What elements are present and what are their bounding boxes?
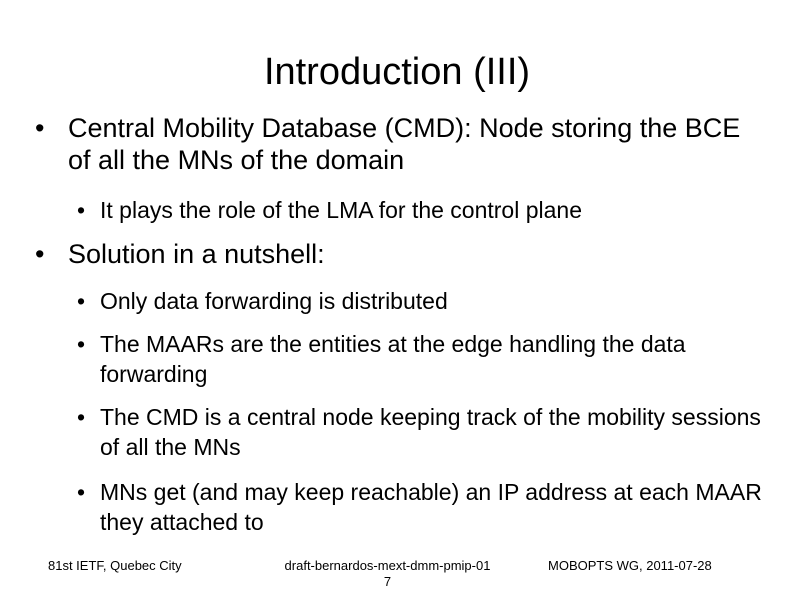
sub-bullet-maars xyxy=(77,329,767,389)
page-number: 7 xyxy=(383,574,392,589)
footer-working-group: MOBOPTS WG, 2011-07-28 xyxy=(548,558,712,573)
sub-bullet-data-forwarding xyxy=(77,286,767,316)
sub-bullet-lma-role xyxy=(77,195,767,225)
bullet-text: The CMD is a central node keeping track of the mobility sessions of all the MNs xyxy=(100,404,761,460)
slide-title: Introduction (III) xyxy=(263,51,531,93)
bullet-marker: • xyxy=(77,197,86,223)
sub-bullet-ip-address xyxy=(77,477,767,537)
bullet-marker: • xyxy=(77,479,86,505)
sub-bullet-cmd-tracking xyxy=(77,402,767,462)
footer-draft-name: draft-bernardos-mext-dmm-pmip-01 xyxy=(284,558,491,573)
bullet-text: MNs get (and may keep reachable) an IP address at each MAAR they attached to xyxy=(100,479,762,535)
footer-event: 81st IETF, Quebec City xyxy=(48,558,182,573)
bullet-text: Central Mobility Database (CMD): Node storing the BCE of all the MNs of the domain xyxy=(68,113,741,175)
bullet-cmd-definition xyxy=(35,112,760,176)
bullet-text: Only data forwarding is distributed xyxy=(100,288,448,314)
bullet-marker: • xyxy=(35,113,45,143)
bullet-text: Solution in a nutshell: xyxy=(68,239,325,269)
bullet-marker: • xyxy=(77,331,86,357)
bullet-text: It plays the role of the LMA for the control plane xyxy=(100,197,583,223)
bullet-marker: • xyxy=(77,288,86,314)
bullet-solution-nutshell xyxy=(35,238,760,270)
bullet-marker: • xyxy=(77,404,86,430)
bullet-marker: • xyxy=(35,239,45,269)
bullet-text: The MAARs are the entities at the edge handling the data forwarding xyxy=(100,331,686,387)
